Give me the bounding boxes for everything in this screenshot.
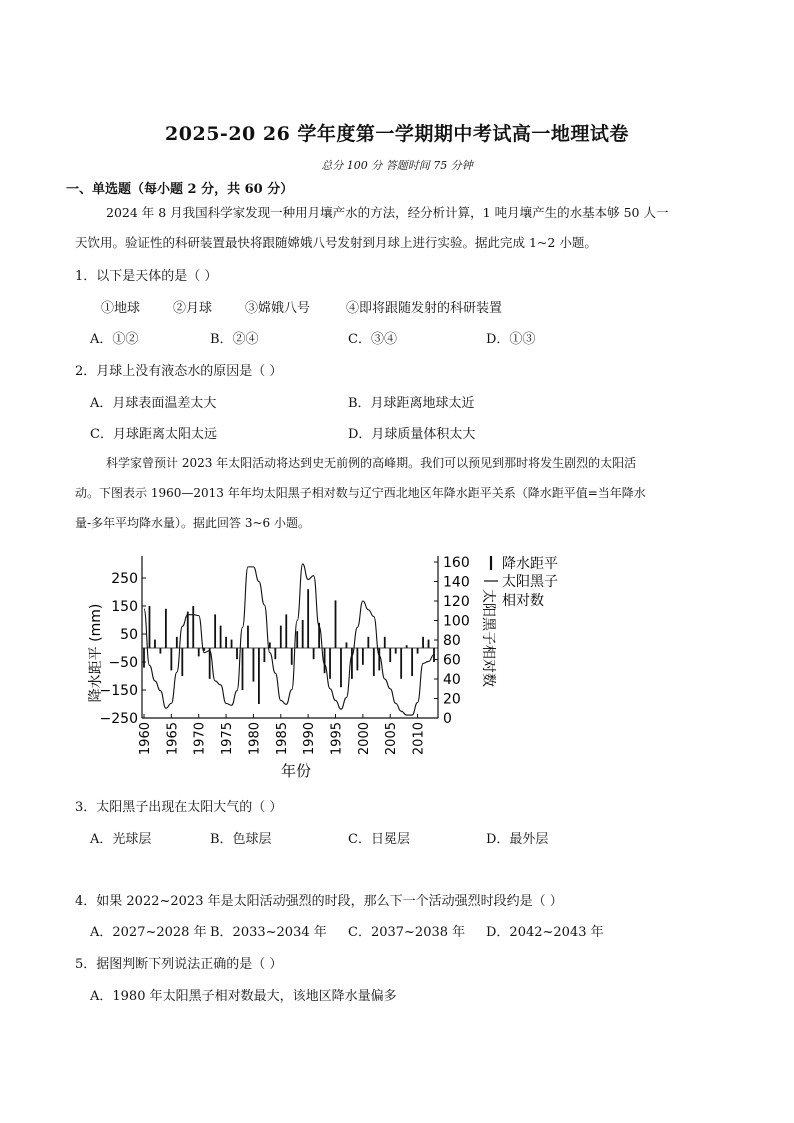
precip-bar: [307, 589, 309, 648]
q3-option-d[interactable]: D．最外层: [486, 832, 549, 847]
q2-option-d[interactable]: D．月球质量体积太大: [348, 427, 476, 442]
q2-stem: 2．月球上没有液态水的原因是（ ）: [75, 364, 283, 379]
x-tick-label: 1990: [302, 722, 318, 756]
x-tick-label: 1995: [329, 722, 345, 756]
precip-bar: [242, 648, 244, 690]
precip-bar: [417, 648, 419, 654]
x-tick-label: 1970: [192, 722, 208, 756]
precip-bar: [247, 626, 249, 648]
precip-bar: [181, 648, 183, 676]
material1-line2: 天饮用。验证性的科研装置最快将跟随嫦娥八号发射到月球上进行实验。据此完成 1~2 小题。: [75, 235, 597, 250]
precip-bar: [329, 648, 331, 679]
precip-bar: [335, 600, 337, 648]
precipitation-sunspot-chart: [80, 548, 600, 788]
material1-line1: 2024 年 8 月我国科学家发现一种用月壤产水的方法，经分析计算，1 吨月壤产生的水基本够 50 人一: [106, 205, 669, 220]
y-right-tick-label: 120: [443, 594, 470, 610]
precip-bar: [389, 648, 391, 662]
q1-option-b[interactable]: B．②④: [210, 332, 259, 347]
precip-bar: [362, 648, 364, 665]
q4-option-d[interactable]: D．2042~2043 年: [486, 925, 604, 940]
x-tick-label: 1960: [138, 722, 153, 756]
q4-option-b[interactable]: B．2033~2034 年: [210, 925, 327, 940]
q4-option-a[interactable]: A．2027~2028 年: [90, 925, 207, 940]
q1-item-3: ③嫦娥八号: [245, 301, 311, 316]
precip-bar: [373, 648, 375, 676]
precip-bar: [198, 648, 200, 656]
y-left-axis-label: 降水距平 (mm): [88, 603, 104, 703]
precip-bar: [285, 614, 287, 648]
q3-option-b[interactable]: B．色球层: [210, 832, 272, 847]
y-left-tick-label: 50: [120, 627, 138, 643]
precip-bar: [351, 648, 353, 679]
y-right-axis-label: 太阳黑子相对数: [480, 589, 496, 687]
q2-option-c[interactable]: C．月球距离太阳太远: [90, 427, 217, 442]
precip-bar: [143, 648, 145, 668]
precip-bar: [160, 648, 162, 654]
q4-option-c[interactable]: C．2037~2038 年: [348, 925, 466, 940]
precip-bar: [165, 609, 167, 648]
precip-bar: [187, 612, 189, 648]
q1-option-d[interactable]: D．①③: [486, 332, 536, 347]
q3-option-c[interactable]: C．日冕层: [348, 832, 410, 847]
q4-stem: 4．如果 2022~2023 年是太阳活动强烈的时段，那么下一个活动强烈时段约是（ ）: [75, 894, 563, 909]
x-tick-label: 1975: [220, 722, 236, 756]
precip-bar: [406, 645, 408, 648]
precip-bar: [274, 648, 276, 659]
y-right-tick-label: 20: [443, 691, 461, 708]
legend-sunspot-2: 相对数: [502, 593, 544, 609]
y-right-tick-label: 0: [443, 711, 452, 727]
precip-bar: [422, 637, 424, 648]
precip-bar: [192, 606, 194, 648]
y-right-tick-label: 160: [443, 555, 470, 571]
precip-bar: [356, 648, 358, 670]
precip-bar: [378, 648, 380, 670]
y-right-tick-label: 140: [443, 574, 470, 591]
precip-bar: [280, 626, 282, 648]
precip-bar: [149, 606, 151, 648]
precip-bar: [170, 648, 172, 670]
section-heading: 一、单选题（每小题 2 分，共 60 分）: [66, 182, 294, 197]
precip-bar: [154, 640, 156, 648]
page-title: 2025-20 26 学年度第一学期期中考试高一地理试卷: [165, 123, 629, 145]
material2-line1: 科学家曾预计 2023 年太阳活动将达到史无前例的高峰期。我们可以预见到那时将发生剧烈的太阳活: [106, 456, 637, 470]
x-tick-label: 2000: [356, 722, 372, 756]
precip-bar: [367, 637, 369, 648]
y-right-tick-label: 60: [443, 652, 461, 669]
q1-option-a[interactable]: A．①②: [90, 332, 139, 347]
y-left-tick-label: 250: [111, 571, 138, 587]
precip-bar: [324, 648, 326, 673]
precip-bar: [400, 648, 402, 679]
precip-bar: [313, 648, 315, 659]
precip-bar: [231, 640, 233, 648]
x-tick-label: 1980: [247, 722, 263, 756]
x-tick-label: 2005: [384, 722, 400, 756]
precip-bar: [428, 640, 430, 648]
material2-line2: 动。下图表示 1960—2013 年年均太阳黑子相对数与辽宁西北地区年降水距平关系（降水距平值=当年降水: [75, 486, 646, 500]
precip-bar: [395, 648, 397, 654]
q3-stem: 3．太阳黑子出现在太阳大气的（ ）: [75, 800, 283, 815]
x-tick-label: 1965: [165, 722, 181, 756]
precip-bar: [384, 637, 386, 648]
precip-bar: [411, 648, 413, 676]
precip-bar: [340, 648, 342, 687]
precip-bar: [258, 648, 260, 704]
precip-bar: [296, 631, 298, 648]
material2-line3: 量-多年平均降水量）。据此回答 3~6 小题。: [75, 516, 311, 530]
y-left-tick-label: −150: [99, 683, 138, 699]
precip-bar: [302, 620, 304, 648]
precip-bar: [236, 648, 238, 659]
y-left-tick-label: −50: [108, 655, 138, 671]
x-tick-label: 1985: [274, 722, 290, 756]
q1-item-4: ④即将跟随发射的科研装置: [346, 301, 503, 316]
precip-bar: [214, 614, 216, 648]
q2-option-b[interactable]: B．月球距离地球太近: [348, 396, 475, 411]
y-right-tick-label: 100: [443, 613, 470, 630]
q3-option-a[interactable]: A．光球层: [90, 832, 152, 847]
q1-item-2: ②月球: [173, 301, 213, 316]
legend-precip: 降水距平: [502, 556, 558, 572]
precip-bar: [346, 642, 348, 648]
q5-option-a[interactable]: A．1980 年太阳黑子相对数最大，该地区降水量偏多: [90, 989, 397, 1004]
q2-option-a[interactable]: A．月球表面温差太大: [90, 396, 217, 411]
y-right-tick-label: 40: [443, 672, 461, 688]
precip-bar: [263, 648, 265, 662]
y-left-tick-label: −250: [99, 711, 138, 727]
precip-bar: [176, 637, 178, 648]
precip-bar: [291, 648, 293, 665]
y-left-tick-label: 150: [111, 599, 138, 615]
precip-bar: [269, 642, 271, 648]
precip-bar: [225, 637, 227, 648]
q5-stem: 5．据图判断下列说法正确的是（ ）: [75, 957, 283, 972]
precip-bar: [220, 626, 222, 648]
q1-option-c[interactable]: C．③④: [348, 332, 397, 347]
y-right-tick-label: 80: [443, 633, 461, 649]
q1-stem: 1．以下是天体的是（ ）: [75, 269, 218, 284]
x-axis-label: 年份: [280, 762, 312, 780]
q1-item-1: ①地球: [101, 301, 141, 316]
precip-bar: [253, 648, 255, 682]
legend-sunspot: 太阳黑子: [502, 574, 558, 590]
x-tick-label: 2010: [411, 722, 427, 756]
page-subtitle: 总分 100 分 答题时间 75 分钟: [321, 159, 473, 172]
